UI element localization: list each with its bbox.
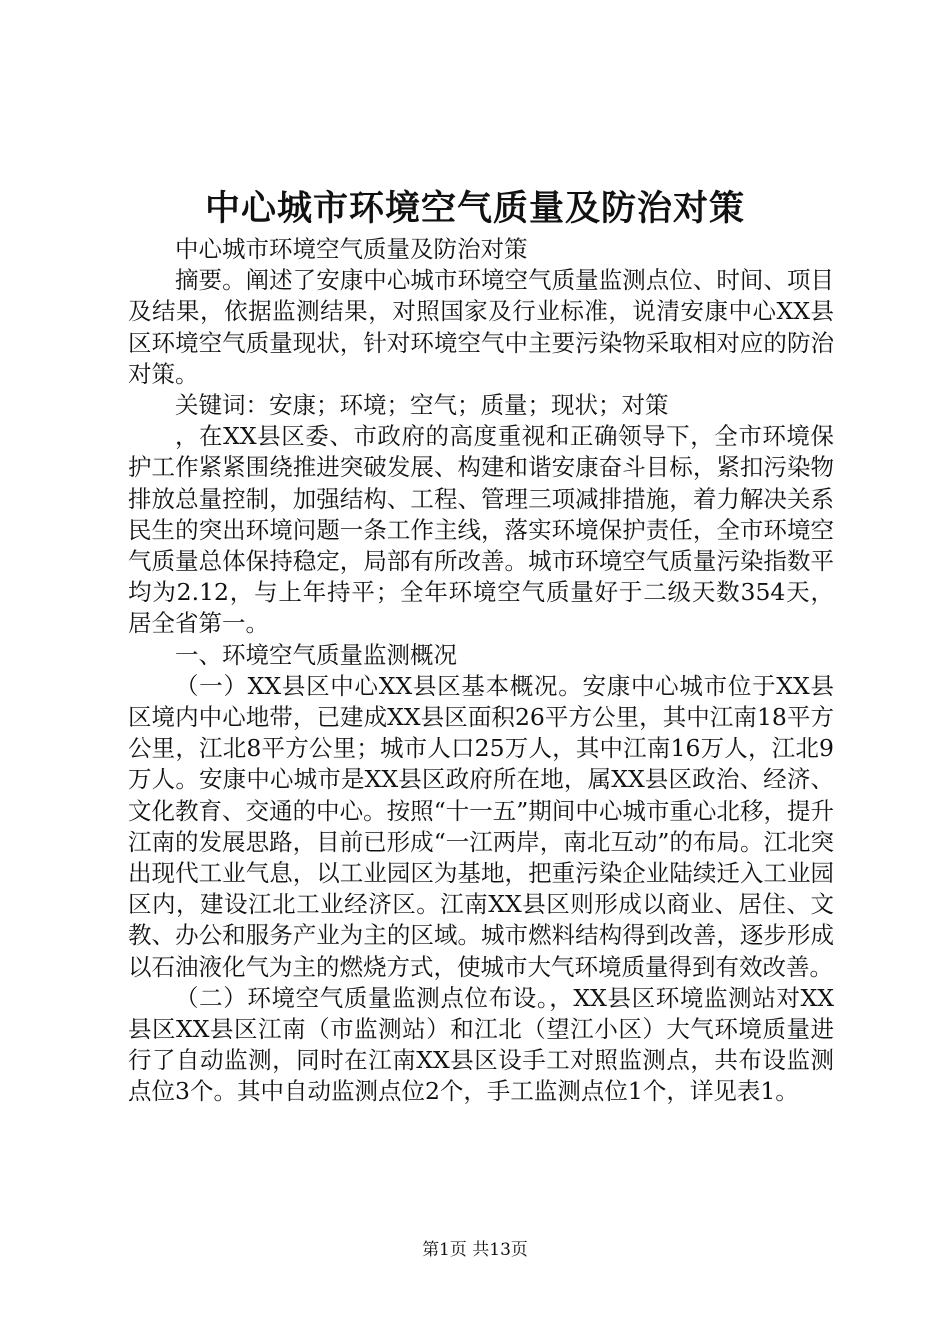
overview-paragraph: （一）XX县区中心XX县区基本概况。安康中心城市位于XX县区境内中心地带，已建成XX县区面积26平方公里，其中江南18平方公里，江北8平方公里；城市人口25万人，其中江南16万人，江北9万人。安康中心城市是XX县区政府所在地，属XX县区政治、经济、文化教育、交通的中心。按照“十一五”期间中心城市重心北移，提升江南的发展思路，目前已形成“一江两岸，南北互动”的布局。江北突出现代工业气息，以工业园区为基地，把重污染企业陆续迁入工业园区内，建设江北工业经济区。江南XX县区则形成以商业、居住、文教、办公和服务产业为主的区域。城市燃料结构得到改善，逐步形成以石油液化气为主的燃烧方式，使城市大气环境质量得到有效改善。	[128, 671, 834, 981]
section-heading: 一、环境空气质量监测概况	[175, 640, 457, 669]
page-footer: 第1页 共13页	[422, 1240, 528, 1260]
document-body	[128, 234, 834, 1108]
page-title: 中心城市环境空气质量及防治对策	[204, 188, 745, 229]
subtitle-paragraph: 中心城市环境空气质量及防治对策	[175, 235, 528, 263]
keywords-paragraph: 关键词：安康；环境；空气；质量；现状；对策	[175, 391, 669, 420]
abstract-paragraph: 摘要。阐述了安康中心城市环境空气质量监测点位、时间、项目及结果，依据监测结果，对照国家及行业标准，说清安康中心XX县区环境空气质量现状，针对环境空气中主要污染物采取相对应的防治对策。	[128, 266, 834, 388]
intro-paragraph: ，在XX县区委、市政府的高度重视和正确领导下，全市环境保护工作紧紧围绕推进突破发展、构建和谐安康奋斗目标，紧扣污染物排放总量控制，加强结构、工程、管理三项减排措施，着力解决关系民生的突出环境问题一条工作主线，落实环境保护责任，全市环境空气质量总体保持稳定，局部有所改善。城市环境空气质量污染指数平均为2.12，与上年持平；全年环境空气质量好于二级天数354天，居全省第一。	[128, 422, 834, 638]
monitoring-paragraph: （二）环境空气质量监测点位布设。，XX县区环境监测站对XX县区XX县区江南（市监测站）和江北（望江小区）大气环境质量进行了自动监测，同时在江南XX县区设手工对照监测点，共布设监测点位3个。其中自动监测点位2个，手工监测点位1个，详见表1。	[128, 983, 834, 1106]
